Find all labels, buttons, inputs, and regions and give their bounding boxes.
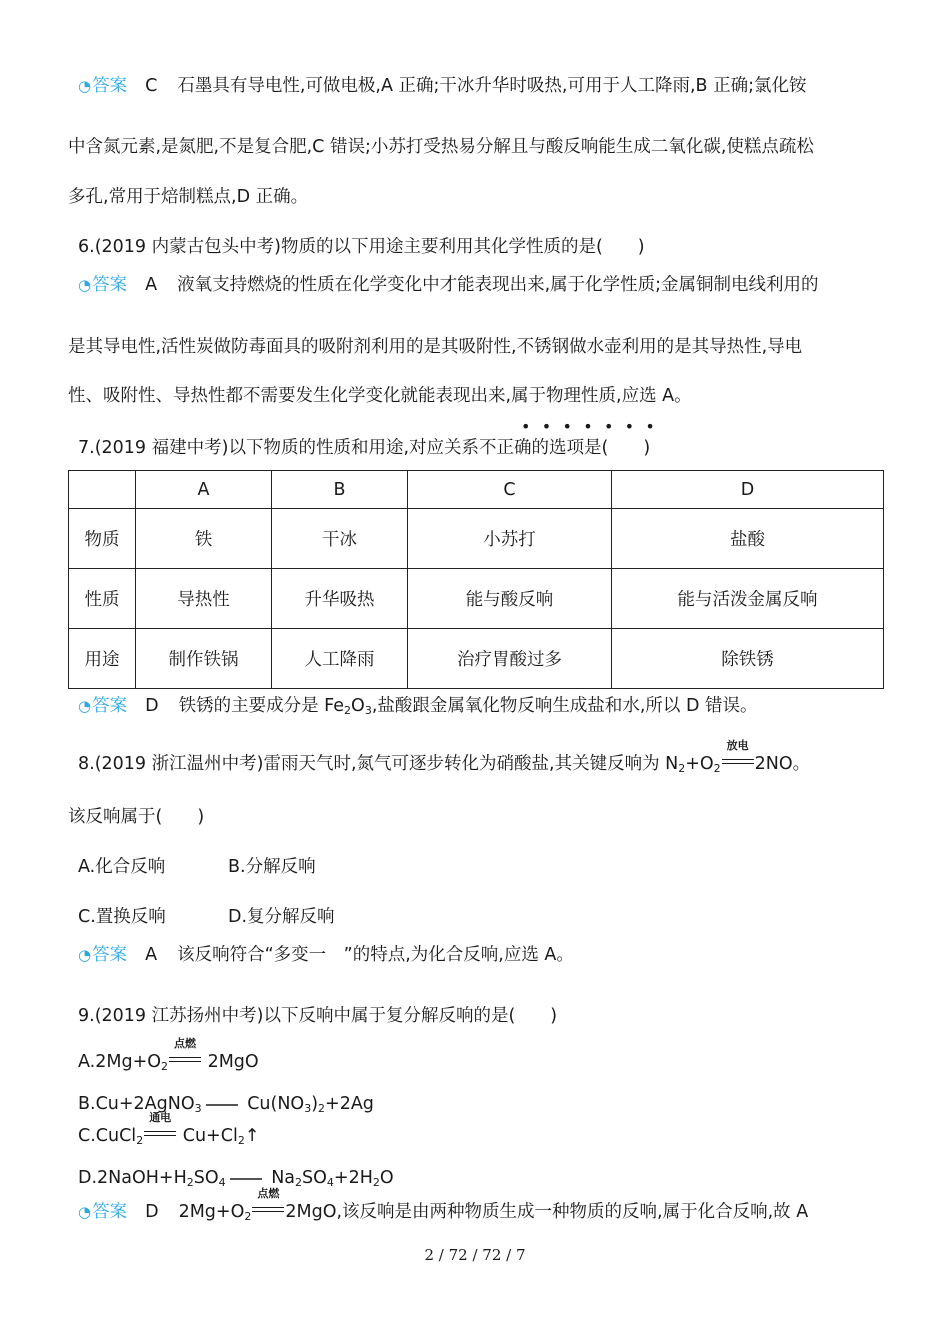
- table-cell: 人工降雨: [272, 629, 408, 689]
- answer-icon: ◔: [78, 276, 92, 294]
- q9-option-c: C.CuCl$_2$ 通电 $Cu+Cl_2↑$: [78, 1111, 260, 1147]
- q7-table: [68, 470, 884, 689]
- equals-line: [206, 1104, 238, 1106]
- table-row: [69, 509, 884, 569]
- q5-answer-line: [78, 74, 806, 98]
- q8-option-d: D.复分解反响: [228, 907, 335, 927]
- answer-tag: ◔答案: [78, 696, 128, 716]
- table-cell: 导热性: [136, 569, 272, 629]
- q9-answer-letter: D: [145, 1202, 159, 1222]
- table-cell: 干冰: [272, 509, 408, 569]
- answer-tag: ◔答案: [78, 275, 128, 295]
- reaction-condition: 通电: [144, 1126, 176, 1140]
- q8-answer-letter: A: [145, 945, 158, 965]
- q5-explanation-1: 石墨具有导电性,可做电极,A 正确;干冰升华时吸热,可用于人工降雨,B 正确;氯化铵: [177, 76, 807, 96]
- q6-stem: 6.(2019 内蒙古包头中考)物质的以下用途主要利用其化学性质的是( ): [78, 237, 645, 257]
- reaction-condition: 点燃: [252, 1202, 284, 1216]
- q7-answer-line: ◔答案 D 铁锈的主要成分是 $Fe_2O_3$,盐酸跟金属氧化物反响生成盐和水,所以 D 错误。: [78, 696, 758, 717]
- table-cell: 升华吸热: [272, 569, 408, 629]
- q8-option-c: C.置换反响: [78, 907, 166, 927]
- q6-explanation-1: 液氧支持燃烧的性质在化学变化中才能表现出来,属于化学性质;金属铜制电线利用的: [177, 275, 819, 295]
- answer-icon: ◔: [78, 1203, 92, 1221]
- q9-answer-line: ◔答案 D $2Mg+O_2$ 点燃 2MgO,该反响是由两种物质生成一种物质的反响,属于化合反响,故 A: [78, 1187, 809, 1223]
- q8-option-a: A.化合反响: [78, 857, 166, 877]
- q8-answer-line: [78, 943, 574, 967]
- q5-explanation-2: 中含氮元素,是氮肥,不是复合肥,C 错误;小苏打受热易分解且与酸反响能生成二氧化碳,使糕点疏松: [68, 137, 814, 157]
- q9-option-a: $A.2Mg+O_2$ 点燃 2MgO: [78, 1037, 259, 1073]
- table-cell: B: [272, 471, 408, 509]
- q8-option-b: B.分解反响: [228, 857, 316, 877]
- table-cell: 物质: [69, 509, 136, 569]
- q9-stem: 9.(2019 江苏扬州中考)以下反响中属于复分解反响的是( ): [78, 1006, 558, 1026]
- table-header-row: [69, 471, 884, 509]
- table-cell: A: [136, 471, 272, 509]
- table-cell: 小苏打: [408, 509, 612, 569]
- answer-tag: ◔答案: [78, 1202, 128, 1222]
- table-cell: 用途: [69, 629, 136, 689]
- q6-answer-line: [78, 273, 819, 297]
- q9-option-d: $D.2NaOH+H_2SO_4$ $Na_2SO_4+2H_2O$: [78, 1168, 394, 1189]
- table-cell: 铁: [136, 509, 272, 569]
- q9-option-b: B.Cu+2AgNO$_3$ $Cu(NO_3)_2+2Ag$: [78, 1094, 374, 1115]
- q6-explanation-3: 性、吸附性、导热性都不需要发生化学变化就能表现出来,属于物理性质,应选 A。: [68, 386, 692, 406]
- table-cell: 能与活泼金属反响: [612, 569, 884, 629]
- answer-icon: ◔: [78, 697, 92, 715]
- q8-stem-2: 该反响属于( ): [68, 807, 205, 827]
- equals-sign: [252, 1207, 284, 1212]
- table-cell: 治疗胃酸过多: [408, 629, 612, 689]
- table-cell: D: [612, 471, 884, 509]
- q6-explanation-2: 是其导电性,活性炭做防毒面具的吸附剂利用的是其吸附性,不锈钢做水壶利用的是其导热性,导电: [68, 337, 803, 357]
- equals-sign: [169, 1057, 201, 1062]
- table-cell: 性质: [69, 569, 136, 629]
- table-row: [69, 569, 884, 629]
- q5-explanation-3: 多孔,常用于焙制糕点,D 正确。: [68, 187, 309, 207]
- answer-tag: ◔答案: [78, 945, 128, 965]
- equals-sign: [144, 1131, 176, 1136]
- q7-stem: 7.(2019 福建中考)以下物质的性质和用途,对应关系不正确的选项是( ): [78, 438, 651, 458]
- table-cell: [69, 471, 136, 509]
- table-cell: 能与酸反响: [408, 569, 612, 629]
- equals-sign: [722, 759, 754, 764]
- q6-answer-letter: A: [145, 275, 158, 295]
- table-cell: 盐酸: [612, 509, 884, 569]
- answer-icon: ◔: [78, 77, 92, 95]
- answer-tag: ◔答案: [78, 76, 128, 96]
- page-number: 2 / 72 / 72 / 7: [424, 1246, 526, 1264]
- q7-answer-letter: D: [145, 696, 159, 716]
- reaction-condition: 点燃: [169, 1052, 201, 1066]
- table-cell: C: [408, 471, 612, 509]
- table-cell: 制作铁锅: [136, 629, 272, 689]
- emphasis-dots: •••••••: [521, 417, 667, 436]
- answer-icon: ◔: [78, 946, 92, 964]
- q8-stem: 8.(2019 浙江温州中考)雷雨天气时,氮气可逐步转化为硝酸盐,其关键反响为 $N_2+O_2$ 放电 2NO。: [78, 739, 811, 775]
- equals-line: [230, 1178, 262, 1180]
- q5-answer-letter: C: [145, 76, 158, 96]
- table-row: [69, 629, 884, 689]
- reaction-condition: 放电: [722, 754, 754, 768]
- q8-explanation: 该反响符合“多变一 ”的特点,为化合反响,应选 A。: [177, 945, 574, 965]
- table-cell: 除铁锈: [612, 629, 884, 689]
